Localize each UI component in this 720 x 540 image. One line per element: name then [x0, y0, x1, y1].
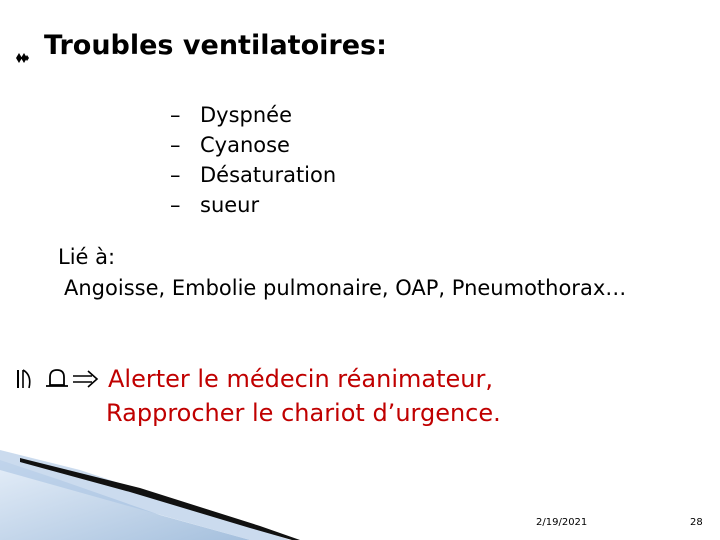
alert-icon-group — [14, 367, 100, 391]
list-item — [170, 190, 336, 220]
implies-arrow-icon — [70, 367, 100, 391]
title-text: Troubles ventilatoires: — [44, 30, 387, 61]
cause-label: Lié à: — [58, 245, 116, 269]
decorative-wave-shape — [0, 440, 720, 540]
symptom-text: Cyanose — [200, 133, 290, 157]
dash-marker: – — [170, 163, 181, 187]
alert-line-2: Rapprocher le chariot d’urgence. — [106, 399, 501, 427]
dash-marker: – — [170, 133, 181, 157]
dash-marker: – — [170, 193, 181, 217]
symptom-text: Désaturation — [200, 163, 337, 187]
list-item — [170, 100, 336, 130]
bell-icon — [44, 367, 70, 391]
page-number: 28 — [690, 517, 703, 528]
alert-block — [14, 362, 501, 430]
slide-title — [16, 30, 387, 61]
symptom-list — [170, 100, 336, 220]
cause-list: Angoisse, Embolie pulmonaire, OAP, Pneumothorax… — [64, 276, 627, 300]
footer-date: 2/19/2021 — [536, 517, 588, 528]
diamond-bullet-icon — [16, 39, 30, 49]
tally-marks-icon — [14, 367, 44, 391]
symptom-text: sueur — [200, 193, 260, 217]
dash-marker: – — [170, 103, 181, 127]
alert-line-1: Alerter le médecin réanimateur, — [108, 365, 493, 393]
list-item — [170, 130, 336, 160]
symptom-text: Dyspnée — [200, 103, 293, 127]
list-item — [170, 160, 336, 190]
